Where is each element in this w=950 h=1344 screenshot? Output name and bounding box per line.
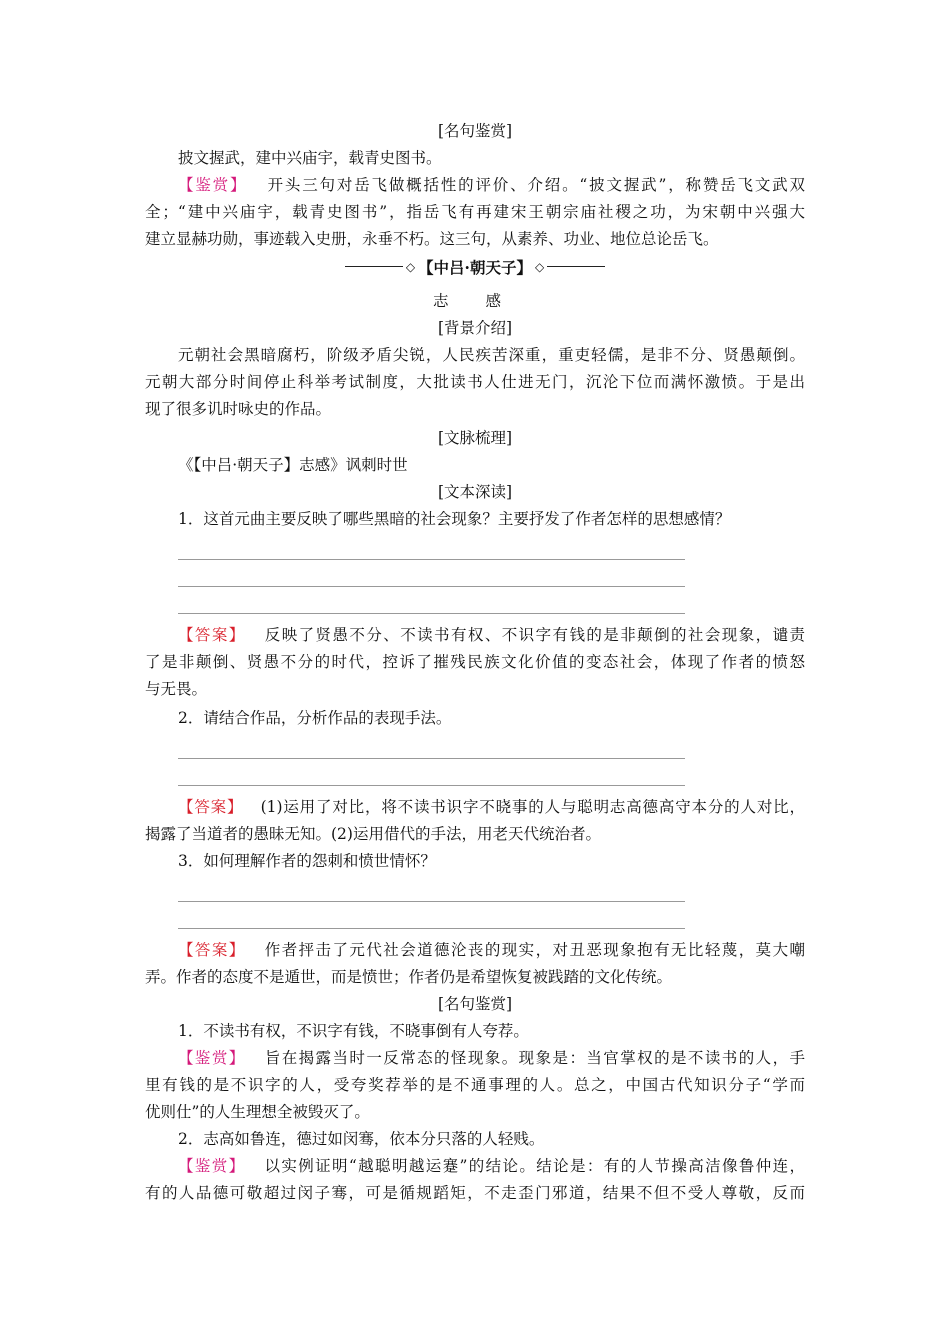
section-heading: [名句鉴赏] [437, 122, 513, 140]
poem-title [145, 288, 805, 315]
paragraph-line: 与无畏。 [145, 680, 208, 698]
paragraph-line: 了是非颠倒、贤愚不分的时代，控诉了摧残民族文化价值的变态社会，体现了作者的愤怒 [145, 653, 805, 671]
answer-tag: 【答案】 [178, 941, 246, 959]
section-heading: [名句鉴赏] [437, 995, 513, 1013]
paragraph-line: 现了很多讥时咏史的作品。 [145, 400, 332, 418]
paragraph-text: 反映了贤愚不分、不读书有权、不识字有钱的是非颠倒的社会现象，谴责 [264, 626, 805, 644]
answer-blank[interactable] [145, 560, 805, 587]
paragraph-text: 旨在揭露当时一反常态的怪现象。现象是：当官掌权的是不读书的人，手 [264, 1049, 805, 1067]
document-content [145, 118, 805, 1207]
section-heading: [文脉梳理] [437, 429, 513, 447]
paragraph-line: 有的人品德可敬超过闵子骞，可是循规蹈矩，不走歪门邪道，结果不但不受人尊敬，反而 [145, 1184, 805, 1202]
paragraph-line: 优则仕”的人生理想全被毁灭了。 [145, 1103, 370, 1121]
answer-blank[interactable] [145, 902, 805, 929]
paragraph-text: 作者抨击了元代社会道德沦丧的现实，对丑恶现象抱有无比轻蔑，莫大嘲 [264, 941, 805, 959]
question-2: 2．请结合作品，分析作品的表现手法。 [178, 709, 452, 727]
paragraph-line: 元朝社会黑暗腐朽，阶级矛盾尖锐，人民疾苦深重，重吏轻儒，是非不分、贤愚颠倒。 [178, 346, 805, 364]
answer-blank[interactable] [145, 759, 805, 786]
paragraph-line: 里有钱的是不识字的人，受夸奖荐举的是不通事理的人。总之，中国古代知识分子“学而 [145, 1076, 805, 1094]
answer-paragraph [145, 937, 805, 964]
paragraph-text: (1)运用了对比，将不读书识字不晓事的人与聪明志高德高守本分的人对比， [260, 798, 805, 816]
paragraph-line: 元朝大部分时间停止科举考试制度，大批读书人仕进无门，沉沦下位而满怀激愤。于是出 [145, 373, 805, 391]
paragraph-line: 揭露了当道者的愚昧无知。(2)运用借代的手法，用老天代统治者。 [145, 825, 601, 843]
qu-title: 【中吕·朝天子】 [418, 257, 532, 277]
answer-paragraph [145, 794, 805, 821]
section-heading: [文本深读] [437, 483, 513, 501]
paragraph-line: 弄。作者的态度不是遁世，而是愤世；作者仍是希望恢复被践踏的文化传统。 [145, 968, 673, 986]
question-1: 1．这首元曲主要反映了哪些黑暗的社会现象？主要抒发了作者怎样的思想感情？ [178, 510, 731, 528]
paragraph-line: 建立显赫功勋，事迹载入史册，永垂不朽。这三句，从素养、功业、地位总论岳飞。 [145, 230, 719, 248]
answer-blank[interactable] [145, 875, 805, 902]
quote-line: 2．志高如鲁连，德过如闵骞，依本分只落的人轻贱。 [178, 1130, 545, 1148]
diamond-icon: ◇ [405, 259, 416, 274]
appreciation-tag: 【鉴赏】 [178, 1049, 246, 1067]
appreciation-paragraph [145, 1153, 805, 1180]
diamond-icon: ◇ [534, 259, 545, 274]
answer-paragraph [145, 622, 805, 649]
appreciation-tag: 【鉴赏】 [178, 176, 248, 194]
right-rule [547, 266, 605, 267]
left-rule [345, 266, 403, 267]
question-3: 3．如何理解作者的怨刺和愤世情怀？ [178, 852, 436, 870]
paragraph-text: 以实例证明“越聪明越运蹇”的结论。结论是：有的人节操高洁像鲁仲连， [264, 1157, 805, 1175]
appreciation-paragraph [145, 1045, 805, 1072]
appreciation-paragraph [145, 172, 805, 199]
qu-title-banner [145, 253, 805, 280]
paragraph-line: 《【中吕·朝天子】志感》讽刺时世 [178, 456, 408, 474]
answer-blank[interactable] [145, 533, 805, 560]
poem-title-text: 志 感 [433, 292, 517, 310]
quote-line: 披文握武，建中兴庙宇，载青史图书。 [178, 149, 442, 167]
answer-blank[interactable] [145, 732, 805, 759]
appreciation-tag: 【鉴赏】 [178, 1157, 246, 1175]
answer-blank[interactable] [145, 587, 805, 614]
answer-tag: 【答案】 [178, 626, 246, 644]
answer-tag: 【答案】 [178, 798, 244, 816]
quote-line: 1．不读书有权，不识字有钱，不晓事倒有人夸荐。 [178, 1022, 529, 1040]
paragraph-line: 全；“建中兴庙宇，载青史图书”，指岳飞有再建宋王朝宗庙社稷之功，为宋朝中兴强大 [145, 203, 805, 221]
section-heading: [背景介绍] [437, 319, 513, 337]
paragraph-text: 开头三句对岳飞做概括性的评价、介绍。“披文握武”，称赞岳飞文武双 [267, 176, 805, 194]
